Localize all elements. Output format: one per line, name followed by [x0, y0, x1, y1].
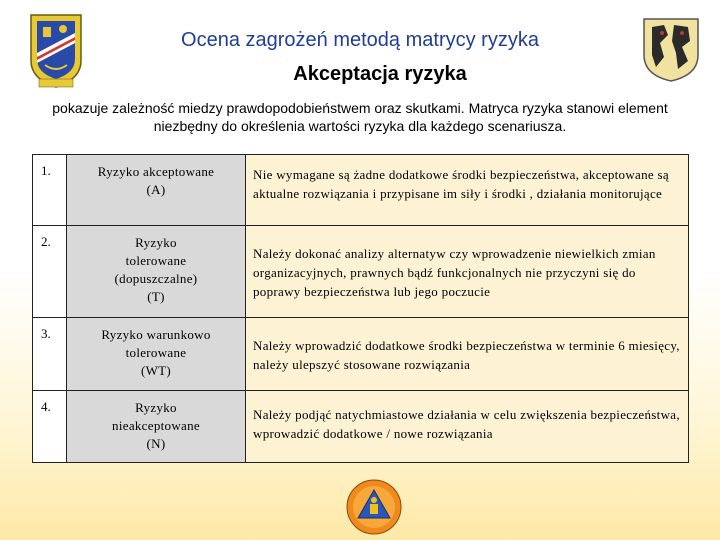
risk-level-code: (T) [147, 289, 165, 304]
row-number: 3. [33, 318, 67, 391]
table-row [33, 155, 689, 226]
intro-paragraph: pokazuje zależność miedzy prawdopodobieństwem oraz skutkami. Matryca ryzyka stanowi element niezbędny do określenia wartości ryzyka dla każdego scenariusza. [52, 100, 668, 134]
risk-level-code: (A) [146, 182, 166, 197]
county-emblem-logo [29, 13, 83, 89]
table-row [33, 226, 689, 318]
risk-level-cell [67, 318, 246, 391]
row-number: 4. [33, 391, 67, 463]
risk-level-code: (WT) [140, 363, 172, 378]
risk-action-description: Należy wprowadzić dodatkowe środki bezpieczeństwa w terminie 6 miesięcy, należy ulepszyć stosowane rozwiązania [246, 318, 689, 391]
risk-level-cell [67, 155, 246, 226]
row-number: 2. [33, 226, 67, 318]
risk-level-name: Ryzyko warunkowo tolerowane [101, 327, 211, 360]
page-title: Ocena zagrożeń metodą matrycy ryzyka [181, 29, 539, 51]
table-row [33, 391, 689, 463]
risk-level-code: (N) [146, 436, 166, 451]
risk-action-description: Nie wymagane są żadne dodatkowe środki bezpieczeństwa, akceptowane są aktualne rozwiązania i przypisane im siły i środki , działania monitorujące [246, 155, 689, 226]
risk-level-cell [67, 226, 246, 318]
row-number: 1. [33, 155, 67, 226]
risk-level-name: Ryzyko tolerowane (dopuszczalne) [114, 235, 198, 286]
risk-level-name: Ryzyko nieakceptowane [112, 400, 200, 433]
risk-acceptance-table [32, 154, 689, 463]
risk-level-cell [67, 391, 246, 463]
civil-defence-emblem-logo [345, 478, 403, 536]
risk-level-name: Ryzyko akceptowane [97, 164, 215, 179]
page-subtitle: Akceptacja ryzyka [293, 63, 467, 85]
risk-action-description: Należy dokonać analizy alternatyw czy wprowadzenie niewielkich zmian organizacyjnych, prawnych bądź funkcjonalnych nie przyczyni się do poprawy bezpieczeństwa lub jego poczucie [246, 226, 689, 318]
risk-action-description: Należy podjąć natychmiastowe działania w celu zwiększenia bezpieczeństwa, wprowadzić dodatkowe / nowe rozwiązania [246, 391, 689, 463]
table-row [33, 318, 689, 391]
